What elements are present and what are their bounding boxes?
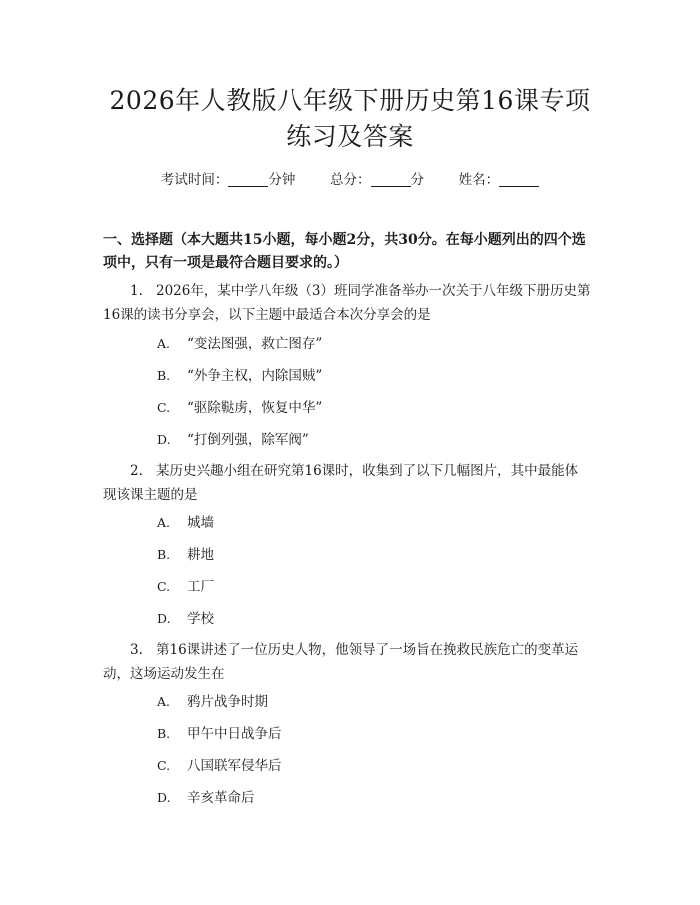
question-3-option-b[interactable]: B. 甲午中日战争后: [157, 726, 282, 742]
question-3-option-d[interactable]: D. 辛亥革命后: [157, 790, 255, 806]
name-blank: [499, 172, 539, 187]
section-heading-line-1: 一、选择题（本大题共15小题，每小题2分，共30分。在每小题列出的四个选: [103, 232, 586, 248]
question-1-option-a[interactable]: A. “变法图强，救亡图存”: [157, 336, 323, 352]
question-number: 1.: [130, 283, 143, 299]
question-text-line-1: 第16课讲述了一位历史人物，他领导了一场旨在挽救民族危亡的变革运: [156, 642, 579, 658]
document-title-line-2: 练习及答案: [286, 122, 414, 151]
question-1: [103, 279, 603, 327]
time-blank: [228, 172, 268, 187]
question-2-option-d[interactable]: D. 学校: [157, 611, 214, 627]
question-text-line-2: 动，这场运动发生在: [103, 666, 225, 682]
section-heading-line-2: 项中，只有一项是最符合题目要求的。）: [103, 255, 348, 271]
score-blank: [371, 172, 411, 187]
question-1-option-b[interactable]: B. “外争主权，内除国贼”: [157, 368, 323, 384]
question-number: 2.: [130, 463, 143, 479]
question-3: [103, 638, 603, 686]
time-unit: 分钟: [268, 172, 296, 188]
exam-info-row: [0, 168, 700, 188]
question-3-option-c[interactable]: C. 八国联军侵华后: [157, 758, 282, 774]
question-2: [103, 459, 603, 507]
score-unit: 分: [410, 172, 424, 188]
document-title-line-1: 2026年人教版八年级下册历史第16课专项: [109, 86, 591, 115]
question-text-line-2: 16课的读书分享会，以下主题中最适合本次分享会的是: [103, 307, 431, 323]
score-label: 总分：: [330, 172, 371, 188]
question-3-option-a[interactable]: A. 鸦片战争时期: [157, 694, 268, 710]
question-text-line-1: 2026年，某中学八年级（3）班同学准备举办一次关于八年级下册历史第: [156, 283, 591, 299]
question-2-option-a[interactable]: A. 城墙: [157, 515, 214, 531]
question-number: 3.: [130, 642, 143, 658]
question-2-option-c[interactable]: C. 工厂: [157, 579, 214, 595]
question-1-option-c[interactable]: C. “驱除鞑虏，恢复中华”: [157, 400, 323, 416]
time-label: 考试时间：: [160, 172, 229, 188]
name-label: 姓名：: [458, 172, 500, 188]
question-text-line-1: 某历史兴趣小组在研究第16课时，收集到了以下几幅图片，其中最能体: [156, 463, 579, 479]
question-2-option-b[interactable]: B. 耕地: [157, 547, 214, 563]
question-1-option-d[interactable]: D. “打倒列强，除军阀”: [157, 432, 309, 448]
section-heading: [103, 229, 603, 275]
question-text-line-2: 现该课主题的是: [103, 487, 198, 503]
